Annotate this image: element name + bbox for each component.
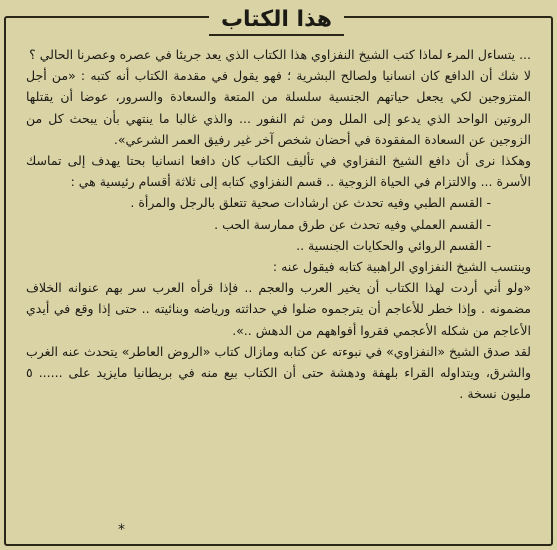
paragraph-motive: لا شك أن الدافع كان انسانيا ولصالح البشرية ؛ فهو يقول في مقدمة الكتاب أنه كتبه : «من أجل المتزوجين لكي يجعل حياتهم الجنسية سلسلة من المتعة والسعادة والسرور، عوضا أن يقتلها الروتين الواحد الذي يدعو إلى الملل ومن ثم النفور ... والذي غالبا ما ينتهي بأن يبحث كل من الزوجين عن السعادة المفقودة في أحضان شخص آخر غير رفيق العمر الشرعي». — [26, 68, 531, 147]
closing-paragraph: لقد صدق الشيخ «النفزاوي» في نبوءته عن كتابه ومازال كتاب «الروض العاطر» يتحدث عنه الغرب والشرق، ويتداوله القراء بلهفة ودهشة حتى أن الكتاب بيع منه في بريطانيا مايزيد على ...... ٥ مليون نسخة . — [26, 343, 531, 402]
body-text — [10, 36, 543, 404]
title-area — [10, 6, 543, 36]
sections-list — [26, 192, 531, 256]
section-item-medical: - القسم الطبي وفيه تحدث عن ارشادات صحية تتعلق بالرجل والمرأة . — [26, 192, 491, 213]
author-quote: «ولو أني أردت لهذا الكتاب أن يخير العرب والعجم .. فإذا قرأه العرب سر بهم عنوانه الخلاف مضمونه . وإذا خطر للأعاجم أن يترجموه ضلوا في حداثته ورياضه وبنائيته .. حتى إذا وقع في أيدي الأعاجم من شكله الأعجمي فقروا أفواههم من الدهش ..». — [26, 280, 531, 338]
paragraph-sections-intro: وهكذا نرى أن دافع الشيخ النفزاوي في تأليف الكتاب كان دافعا انسانيا بحتا يهدف إلى تماسك الأسرة ... والالتزام في الحياة الزوجية .. قسم النفزاوي كتابه إلى ثلاثة أقسام رئيسية هي : — [26, 153, 531, 190]
paragraph-question: ... يتساءل المرء لماذا كتب الشيخ النفزاوي هذا الكتاب الذي يعد جريئا في عصره وعصرنا الحالي ؟ — [29, 47, 531, 62]
quote-intro: وينتسب الشيخ النفزاوي الراهبية كتابه فيقول عنه : — [272, 259, 531, 275]
end-mark-icon: * — [118, 522, 125, 538]
section-item-practical: - القسم العملي وفيه تحدث عن طرق ممارسة الحب . — [26, 214, 491, 235]
page-title: هذا الكتاب — [209, 6, 344, 36]
section-item-stories: - القسم الروائي والحكايات الجنسية .. — [26, 235, 491, 256]
